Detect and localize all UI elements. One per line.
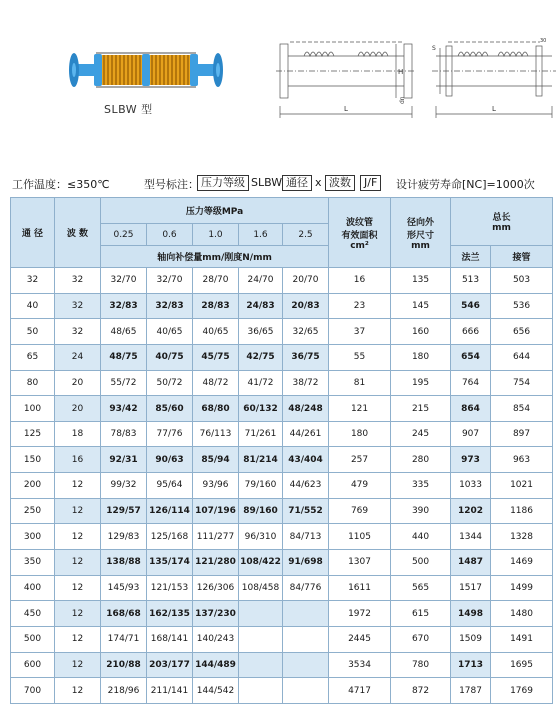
- cell-p16: 79/160: [239, 473, 283, 499]
- cell-p25: 71/552: [283, 498, 329, 524]
- cell-weld: 1328: [491, 524, 553, 550]
- cell-p06: 168/141: [147, 626, 193, 652]
- cell-p06: 40/65: [147, 319, 193, 345]
- cell-dn: 500: [11, 626, 55, 652]
- table-row: [11, 293, 553, 319]
- cell-p025: 32/70: [101, 268, 147, 294]
- cell-p025: 93/42: [101, 396, 147, 422]
- table-row: [11, 498, 553, 524]
- cell-p06: 125/168: [147, 524, 193, 550]
- cell-p25: 32/65: [283, 319, 329, 345]
- cell-flange: 764: [451, 370, 491, 396]
- cell-p10: 144/489: [193, 652, 239, 678]
- bellows-left: [102, 55, 142, 85]
- col-header-p16: 1.6: [239, 224, 283, 246]
- cell-weld: 503: [491, 268, 553, 294]
- info-line: [12, 176, 552, 192]
- cell-area: 2445: [329, 626, 391, 652]
- cell-waves: 12: [55, 575, 101, 601]
- cell-weld: 897: [491, 421, 553, 447]
- cell-p10: 140/243: [193, 626, 239, 652]
- col-header-comp: 轴向补偿量mm/刚度N/mm: [101, 246, 329, 268]
- cell-p25: 38/72: [283, 370, 329, 396]
- col-header-flange: 法兰: [451, 246, 491, 268]
- table-row: [11, 344, 553, 370]
- cell-p06: 211/141: [147, 678, 193, 704]
- cell-od: 565: [391, 575, 451, 601]
- cell-p25: [283, 678, 329, 704]
- col-header-p06: 0.6: [147, 224, 193, 246]
- cell-flange: 1202: [451, 498, 491, 524]
- cell-waves: 12: [55, 550, 101, 576]
- cell-od: 872: [391, 678, 451, 704]
- cell-p25: 36/75: [283, 344, 329, 370]
- cell-od: 160: [391, 319, 451, 345]
- cell-p06: 126/114: [147, 498, 193, 524]
- cell-dn: 700: [11, 678, 55, 704]
- cell-p10: 28/70: [193, 268, 239, 294]
- cell-p10: 45/75: [193, 344, 239, 370]
- cell-p025: 145/93: [101, 575, 147, 601]
- cell-p16: [239, 652, 283, 678]
- cell-p10: 68/80: [193, 396, 239, 422]
- cell-p25: 48/248: [283, 396, 329, 422]
- cell-waves: 12: [55, 652, 101, 678]
- cell-p06: 32/83: [147, 293, 193, 319]
- cell-area: 16: [329, 268, 391, 294]
- cell-area: 1105: [329, 524, 391, 550]
- cell-waves: 32: [55, 293, 101, 319]
- cell-p06: 40/75: [147, 344, 193, 370]
- cell-dn: 150: [11, 447, 55, 473]
- cell-waves: 12: [55, 524, 101, 550]
- cell-dn: 450: [11, 601, 55, 627]
- technical-drawing-flanged: [276, 36, 416, 122]
- cell-waves: 12: [55, 626, 101, 652]
- table-row: [11, 626, 553, 652]
- table-row: [11, 575, 553, 601]
- col-header-total: 总长 mm: [451, 198, 553, 246]
- cell-flange: 1033: [451, 473, 491, 499]
- cell-dn: 32: [11, 268, 55, 294]
- cell-p06: 90/63: [147, 447, 193, 473]
- cell-p16: 41/72: [239, 370, 283, 396]
- cell-p025: 55/72: [101, 370, 147, 396]
- model-part-slbw: SLBW: [251, 176, 283, 189]
- spec-table-body: [11, 268, 553, 704]
- cell-p16: 108/422: [239, 550, 283, 576]
- table-row: [11, 319, 553, 345]
- table-row: [11, 550, 553, 576]
- col-header-p025: 0.25: [101, 224, 147, 246]
- cell-waves: 20: [55, 396, 101, 422]
- cell-area: 1972: [329, 601, 391, 627]
- cell-p16: 24/83: [239, 293, 283, 319]
- model-part-jf: J/F: [360, 175, 381, 191]
- cell-p25: [283, 601, 329, 627]
- cell-p10: 93/96: [193, 473, 239, 499]
- cell-flange: 864: [451, 396, 491, 422]
- cell-p06: 77/76: [147, 421, 193, 447]
- cell-p16: 36/65: [239, 319, 283, 345]
- table-row: [11, 678, 553, 704]
- cell-flange: 546: [451, 293, 491, 319]
- cell-area: 1611: [329, 575, 391, 601]
- cell-p25: 43/404: [283, 447, 329, 473]
- cell-p10: 48/72: [193, 370, 239, 396]
- cell-flange: 1787: [451, 678, 491, 704]
- fatigue-life: 设计疲劳寿命[NC]=1000次: [396, 178, 535, 191]
- cell-waves: 18: [55, 421, 101, 447]
- cell-p10: 121/280: [193, 550, 239, 576]
- cell-p16: [239, 678, 283, 704]
- cell-waves: 24: [55, 344, 101, 370]
- cell-p16: [239, 626, 283, 652]
- table-row: [11, 447, 553, 473]
- table-row: [11, 268, 553, 294]
- cell-flange: 666: [451, 319, 491, 345]
- table-row: [11, 601, 553, 627]
- cell-p025: 174/71: [101, 626, 147, 652]
- cell-waves: 16: [55, 447, 101, 473]
- cell-od: 500: [391, 550, 451, 576]
- cell-p25: 20/70: [283, 268, 329, 294]
- cell-p25: 91/698: [283, 550, 329, 576]
- cell-od: 215: [391, 396, 451, 422]
- col-header-waves: 波 数: [55, 198, 101, 268]
- cell-od: 280: [391, 447, 451, 473]
- cell-od: 180: [391, 344, 451, 370]
- cell-area: 81: [329, 370, 391, 396]
- cell-p025: 32/83: [101, 293, 147, 319]
- col-header-area: 波纹管 有效面积 cm²: [329, 198, 391, 268]
- cell-weld: 963: [491, 447, 553, 473]
- model-label: 型号标注：: [144, 178, 199, 191]
- cell-weld: 1021: [491, 473, 553, 499]
- cell-flange: 907: [451, 421, 491, 447]
- cell-area: 180: [329, 421, 391, 447]
- cell-weld: 656: [491, 319, 553, 345]
- cell-od: 195: [391, 370, 451, 396]
- cell-p10: 126/306: [193, 575, 239, 601]
- cell-waves: 12: [55, 473, 101, 499]
- cell-weld: 854: [491, 396, 553, 422]
- cell-waves: 20: [55, 370, 101, 396]
- cell-p25: 44/261: [283, 421, 329, 447]
- cell-p10: 137/230: [193, 601, 239, 627]
- cell-p10: 144/542: [193, 678, 239, 704]
- cell-p16: 42/75: [239, 344, 283, 370]
- cell-dn: 50: [11, 319, 55, 345]
- cell-p16: 96/310: [239, 524, 283, 550]
- cell-weld: 536: [491, 293, 553, 319]
- cell-waves: 32: [55, 319, 101, 345]
- cell-area: 3534: [329, 652, 391, 678]
- cell-flange: 1509: [451, 626, 491, 652]
- model-part-pressure: 压力等级: [197, 175, 249, 191]
- cell-p10: 40/65: [193, 319, 239, 345]
- cell-flange: 1487: [451, 550, 491, 576]
- table-row: [11, 652, 553, 678]
- working-temperature: 工作温度：≤350℃: [12, 178, 110, 191]
- cell-p16: 24/70: [239, 268, 283, 294]
- cell-p06: 95/64: [147, 473, 193, 499]
- cell-p16: 71/261: [239, 421, 283, 447]
- cell-p06: 203/177: [147, 652, 193, 678]
- cell-waves: 12: [55, 678, 101, 704]
- cell-dn: 65: [11, 344, 55, 370]
- col-header-p10: 1.0: [193, 224, 239, 246]
- dim-label-30: 30: [540, 38, 547, 44]
- dim-label-h: H: [398, 68, 404, 76]
- cell-p10: 111/277: [193, 524, 239, 550]
- col-header-dn: 通 径: [11, 198, 55, 268]
- cell-p025: 218/96: [101, 678, 147, 704]
- cell-area: 121: [329, 396, 391, 422]
- cell-p025: 48/65: [101, 319, 147, 345]
- cell-weld: 1769: [491, 678, 553, 704]
- cell-p06: 162/135: [147, 601, 193, 627]
- cell-p16: 89/160: [239, 498, 283, 524]
- dim-label-l: L: [344, 105, 348, 113]
- cell-p25: 44/623: [283, 473, 329, 499]
- cell-p025: 129/83: [101, 524, 147, 550]
- cell-area: 55: [329, 344, 391, 370]
- cell-p16: 81/214: [239, 447, 283, 473]
- col-header-p25: 2.5: [283, 224, 329, 246]
- cell-p25: 84/713: [283, 524, 329, 550]
- cell-p06: 135/174: [147, 550, 193, 576]
- cell-weld: 1480: [491, 601, 553, 627]
- cell-od: 245: [391, 421, 451, 447]
- model-part-dn: 通径: [282, 175, 312, 191]
- cell-p025: 168/68: [101, 601, 147, 627]
- cell-p025: 48/75: [101, 344, 147, 370]
- cell-p06: 121/153: [147, 575, 193, 601]
- table-row: [11, 524, 553, 550]
- cell-od: 670: [391, 626, 451, 652]
- cell-p10: 76/113: [193, 421, 239, 447]
- cell-p10: 107/196: [193, 498, 239, 524]
- cell-od: 780: [391, 652, 451, 678]
- cell-p025: 92/31: [101, 447, 147, 473]
- model-part-waves: 波数: [325, 175, 355, 191]
- cell-weld: 754: [491, 370, 553, 396]
- product-photo: [66, 44, 226, 96]
- cell-area: 769: [329, 498, 391, 524]
- cell-weld: 1186: [491, 498, 553, 524]
- cell-od: 390: [391, 498, 451, 524]
- spec-table: [10, 197, 553, 704]
- cell-waves: 12: [55, 498, 101, 524]
- product-caption: SLBW 型: [104, 103, 153, 116]
- cell-p06: 32/70: [147, 268, 193, 294]
- cell-flange: 1517: [451, 575, 491, 601]
- cell-p10: 85/94: [193, 447, 239, 473]
- cell-od: 440: [391, 524, 451, 550]
- cell-area: 257: [329, 447, 391, 473]
- cell-waves: 32: [55, 268, 101, 294]
- cell-od: 135: [391, 268, 451, 294]
- cell-dn: 80: [11, 370, 55, 396]
- cell-flange: 1498: [451, 601, 491, 627]
- technical-drawing-welded: [432, 36, 556, 122]
- col-header-od: 径向外 形尺寸 mm: [391, 198, 451, 268]
- cell-p06: 50/72: [147, 370, 193, 396]
- cell-flange: 513: [451, 268, 491, 294]
- dim-label-l2: L: [492, 105, 496, 113]
- cell-dn: 40: [11, 293, 55, 319]
- cell-p16: [239, 601, 283, 627]
- cell-area: 4717: [329, 678, 391, 704]
- col-header-pressure: 压力等级MPa: [101, 198, 329, 224]
- cell-od: 335: [391, 473, 451, 499]
- cell-area: 1307: [329, 550, 391, 576]
- cell-weld: 644: [491, 344, 553, 370]
- cell-weld: 1499: [491, 575, 553, 601]
- cell-p025: 210/88: [101, 652, 147, 678]
- cell-weld: 1491: [491, 626, 553, 652]
- table-row: [11, 396, 553, 422]
- cell-p25: 84/776: [283, 575, 329, 601]
- col-header-weld: 接管: [491, 246, 553, 268]
- cell-dn: 250: [11, 498, 55, 524]
- cell-p25: [283, 652, 329, 678]
- cell-area: 479: [329, 473, 391, 499]
- cell-p025: 99/32: [101, 473, 147, 499]
- cell-area: 37: [329, 319, 391, 345]
- cell-od: 145: [391, 293, 451, 319]
- cell-dn: 400: [11, 575, 55, 601]
- table-row: [11, 421, 553, 447]
- cell-p06: 85/60: [147, 396, 193, 422]
- cell-dn: 300: [11, 524, 55, 550]
- model-part-x: x: [315, 176, 322, 189]
- cell-p025: 78/83: [101, 421, 147, 447]
- bellows-right: [150, 55, 190, 85]
- cell-flange: 1344: [451, 524, 491, 550]
- cell-dn: 600: [11, 652, 55, 678]
- cell-flange: 973: [451, 447, 491, 473]
- cell-weld: 1469: [491, 550, 553, 576]
- cell-dn: 125: [11, 421, 55, 447]
- cell-flange: 654: [451, 344, 491, 370]
- cell-dn: 100: [11, 396, 55, 422]
- cell-p025: 129/57: [101, 498, 147, 524]
- dim-label-dn: dn: [399, 96, 406, 104]
- cell-waves: 12: [55, 601, 101, 627]
- dim-label-s: S: [432, 45, 436, 52]
- cell-dn: 200: [11, 473, 55, 499]
- cell-flange: 1713: [451, 652, 491, 678]
- cell-p25: [283, 626, 329, 652]
- table-row: [11, 370, 553, 396]
- cell-p16: 108/458: [239, 575, 283, 601]
- cell-p025: 138/88: [101, 550, 147, 576]
- cell-p25: 20/83: [283, 293, 329, 319]
- cell-p16: 60/132: [239, 396, 283, 422]
- cell-area: 23: [329, 293, 391, 319]
- cell-dn: 350: [11, 550, 55, 576]
- cell-od: 615: [391, 601, 451, 627]
- cell-weld: 1695: [491, 652, 553, 678]
- table-row: [11, 473, 553, 499]
- cell-p10: 28/83: [193, 293, 239, 319]
